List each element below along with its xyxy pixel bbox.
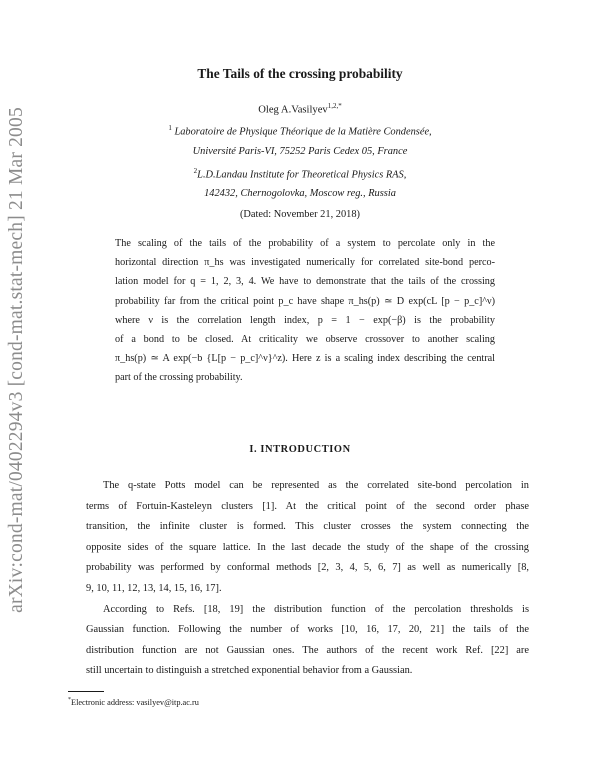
author-name: Oleg A.Vasilyev	[258, 104, 328, 116]
abstract-line: π_hs(p) ≃ A exp(−b {L[p − p_c]^ν}^z). Here z is a scaling index describing the central	[115, 353, 495, 365]
abstract-line: horizontal direction π_hs was investigated numerically for correlated site-bond perco-	[115, 257, 495, 269]
footnote-rule	[68, 691, 104, 692]
intro-line: 9, 10, 11, 12, 13, 14, 15, 16, 17].	[86, 582, 222, 594]
affiliation-text-4: 142432, Chernogolovka, Moscow reg., Russia	[204, 188, 396, 199]
footnote	[68, 697, 199, 707]
intro-line: terms of Fortuin-Kasteleyn clusters [1]. At the critical point of the second order phase	[86, 500, 529, 512]
intro-line: Gaussian function. Following the number of works [10, 16, 17, 20, 21] the tails of the	[86, 624, 529, 636]
intro-line: opposite sides of the square lattice. In the last decade the study of the shape of the crossing	[86, 541, 529, 553]
abstract-line: probability far from the critical point p_c have shape π_hs(p) ≃ D exp(cL [p − p_c]^ν)	[115, 295, 495, 307]
author-marks: 1,2,*	[327, 102, 342, 110]
footnote-mark: *	[68, 697, 71, 703]
abstract-line: The scaling of the tails of the probability of a system to percolate only in the	[115, 238, 495, 249]
intro-line: The q-state Potts model can be represented as the correlated site-bond percolation in	[103, 480, 529, 491]
intro-line: probability was performed by conformal methods [2, 3, 4, 5, 6, 7] as well as numerically [8,	[86, 562, 529, 574]
intro-line: distribution function are not Gaussian ones. The authors of the recent work Ref. [22] are	[86, 644, 529, 656]
footnote-text: Electronic address: vasilyev@itp.ac.ru	[71, 697, 199, 707]
abstract-line: where ν is the correlation length index, p = 1 − exp(−β) is the probability	[115, 314, 495, 326]
abstract-line: part of the crossing probability.	[115, 372, 243, 384]
affiliation-mark-1: 1	[168, 124, 172, 132]
affiliation-text-1: Laboratoire de Physique Théorique de la Matière Condensée,	[174, 126, 432, 138]
affiliation-line-1	[0, 124, 600, 137]
abstract-line: of a bond to be closed. At criticality we observe crossover to another scaling	[115, 334, 495, 346]
intro-line: According to Refs. [18, 19] the distribution function of the percolation thresholds is	[103, 603, 529, 615]
abstract	[115, 234, 495, 388]
intro-line: still uncertain to distinguish a stretched exponential behavior from a Gaussian.	[86, 665, 413, 677]
affiliation-mark-2: 2	[193, 167, 198, 175]
author-line	[0, 102, 600, 116]
affiliation-line-3	[0, 167, 600, 180]
abstract-line: lation model for q = 1, 2, 3, 4. We have to demonstrate that the tails of the crossing	[115, 276, 495, 288]
arxiv-identifier-text: arXiv:cond-mat/0402294v3 [cond-mat.stat-mech] 21 Mar 2005	[6, 107, 27, 613]
dated-line: (Dated: November 21, 2018)	[239, 209, 361, 220]
affiliation-text-3: L.D.Landau Institute for Theoretical Physics RAS,	[197, 169, 407, 181]
intro-line: transition, the infinite cluster is formed. This cluster crosses the system connecting the	[86, 521, 529, 533]
affiliation-line-4	[0, 188, 600, 199]
paper-title: The Tails of the crossing probability	[197, 66, 403, 81]
introduction-body	[86, 476, 529, 682]
section-heading-introduction: I. INTRODUCTION	[249, 444, 351, 455]
affiliation-line-2	[0, 146, 600, 157]
affiliation-text-2: Université Paris-VI, 75252 Paris Cedex 05, France	[192, 146, 408, 157]
